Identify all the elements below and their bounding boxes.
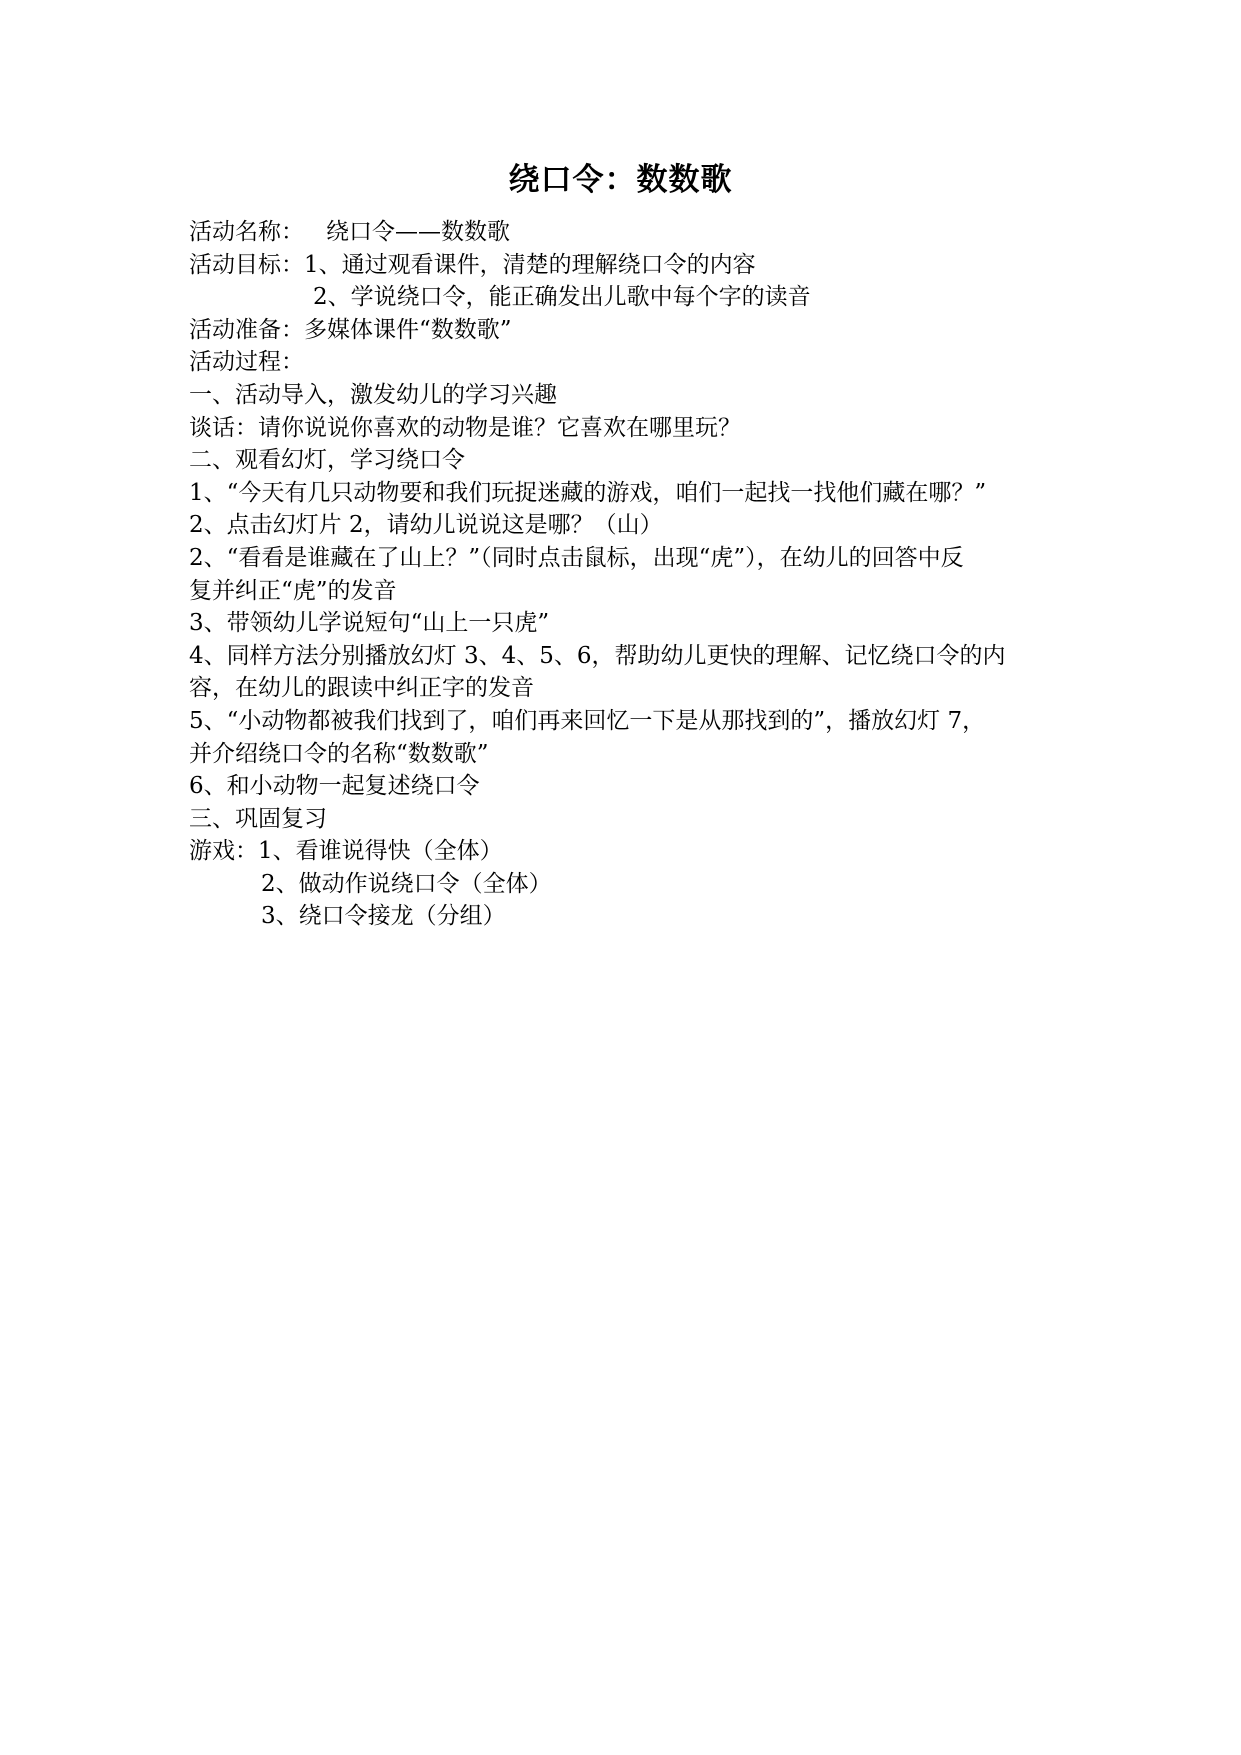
process-line: 5、“小动物都被我们找到了，咱们再来回忆一下是从那找到的”，播放幻灯 7， <box>189 707 986 734</box>
game-item: 3、绕口令接龙（分组） <box>261 903 506 930</box>
process-line: 并介绍绕口令的名称“数数歌” <box>189 740 489 767</box>
activity-name-label: 活动名称： <box>189 219 304 245</box>
activity-name-value: 绕口令——数数歌 <box>325 219 510 245</box>
activity-name-line <box>189 216 1069 249</box>
activity-goals-label: 活动目标： <box>189 251 304 278</box>
game-line <box>189 868 1069 901</box>
section-heading: 三、巩固复习 <box>189 805 327 832</box>
document-title: 绕口令：数数歌 <box>508 162 733 198</box>
game-item: 2、做动作说绕口令（全体） <box>261 870 552 897</box>
activity-goals-line <box>189 249 1069 282</box>
document-body <box>189 216 1069 933</box>
process-line: 2、“看看是谁藏在了山上？”（同时点击鼠标，出现“虎”），在幼儿的回答中反 <box>189 544 964 571</box>
activity-prep-label: 活动准备： <box>189 316 304 343</box>
activity-prep-value: 多媒体课件“数数歌” <box>304 316 512 343</box>
process-line: 1、“今天有几只动物要和我们玩捉迷藏的游戏，咱们一起找一找他们藏在哪？” <box>189 479 987 506</box>
process-line: 3、带领幼儿学说短句“山上一只虎” <box>189 610 550 637</box>
game-line <box>189 835 1069 868</box>
process-line: 4、同样方法分别播放幻灯 3、4、5、6，帮助幼儿更快的理解、记忆绕口令的内 <box>189 642 1006 669</box>
process-line: 2、点击幻灯片 2，请幼儿说说这是哪？（山） <box>189 512 663 539</box>
activity-goal-item: 2、学说绕口令，能正确发出儿歌中每个字的读音 <box>313 284 811 311</box>
process-line: 容，在幼儿的跟读中纠正字的发音 <box>189 675 534 702</box>
process-line: 6、和小动物一起复述绕口令 <box>189 773 480 800</box>
activity-process-label: 活动过程： <box>189 349 304 376</box>
game-line <box>189 900 1069 933</box>
section-heading: 二、观看幻灯，学习绕口令 <box>189 447 465 474</box>
process-line: 复并纠正“虎”的发音 <box>189 577 397 604</box>
talk-line: 谈话：请你说说你喜欢的动物是谁？它喜欢在哪里玩？ <box>189 414 741 441</box>
game-label: 游戏： <box>189 838 258 865</box>
activity-prep-line <box>189 314 1069 347</box>
game-item: 1、看谁说得快（全体） <box>258 838 503 865</box>
activity-goal-item-line <box>189 281 1069 314</box>
activity-goal-item: 1、通过观看课件，清楚的理解绕口令的内容 <box>304 251 756 278</box>
section-heading: 一、活动导入，激发幼儿的学习兴趣 <box>189 381 557 408</box>
